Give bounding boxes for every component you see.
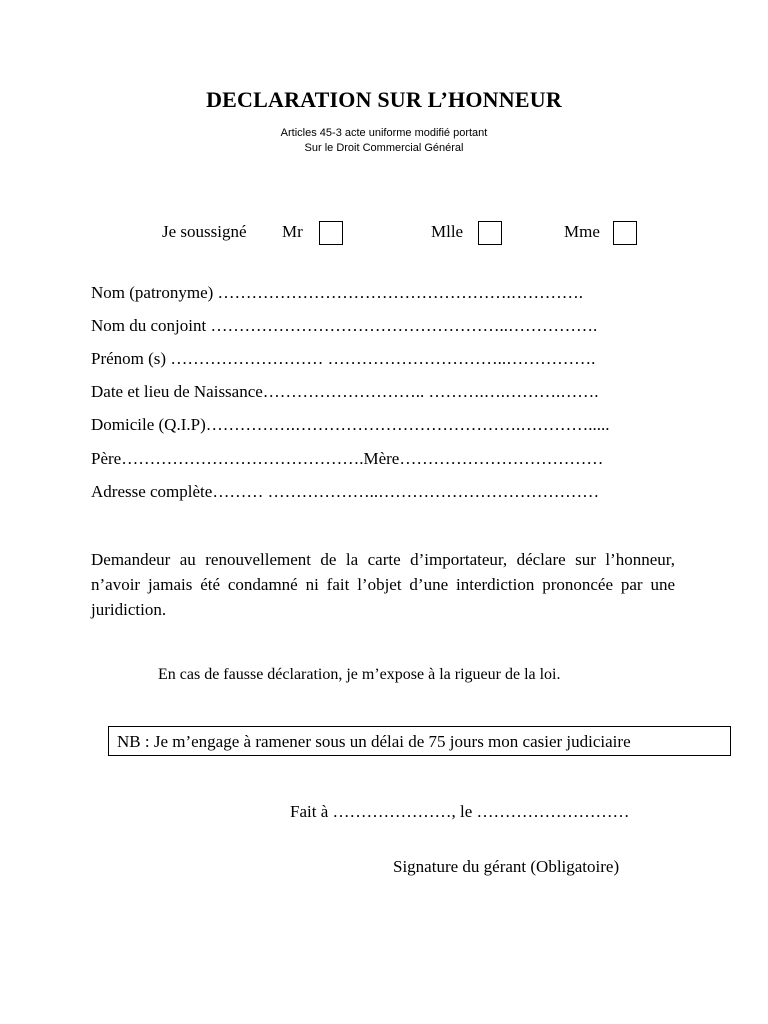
checkbox-mme[interactable] bbox=[613, 221, 637, 245]
civility-label-mme: Mme bbox=[564, 222, 600, 241]
civility-label-mlle: Mlle bbox=[431, 222, 464, 241]
nb-notice-text: NB : Je m’engage à ramener sous un délai de 75 jours mon casier judiciaire bbox=[117, 732, 631, 751]
field-domicile[interactable]: Domicile (Q.I.P)…………….………………………………….…………..... bbox=[91, 415, 610, 434]
checkbox-mlle[interactable] bbox=[478, 221, 502, 245]
document-subtitle-line1: Articles 45-3 acte uniforme modifié portant bbox=[280, 127, 488, 139]
civility-prefix: Je soussigné bbox=[162, 222, 247, 241]
signature-label: Signature du gérant (Obligatoire) bbox=[393, 857, 620, 876]
nb-notice-box bbox=[108, 726, 731, 756]
checkbox-mr[interactable] bbox=[319, 221, 343, 245]
document-subtitle-line2: Sur le Droit Commercial Général bbox=[304, 142, 464, 154]
declaration-paragraph: Demandeur au renouvellement de la carte d’importateur, déclare sur l’honneur, n’avoir jamais été condamné ni fait l’objet d’une interdiction prononcée par une juridiction. bbox=[91, 550, 675, 619]
field-pere-mere[interactable]: Père…………………………………….Mère……………………………… bbox=[91, 449, 604, 468]
field-adresse-complete[interactable]: Adresse complète……… ………………..………………………………… bbox=[91, 482, 600, 501]
field-nom-patronyme[interactable]: Nom (patronyme) …………………………………………….…………. bbox=[91, 283, 584, 302]
civility-label-mr: Mr bbox=[282, 222, 303, 241]
document-title: DECLARATION SUR L’HONNEUR bbox=[206, 87, 562, 112]
field-prenom[interactable]: Prénom (s) ……………………… …………………………..……………. bbox=[91, 349, 596, 368]
warning-text: En cas de fausse déclaration, je m’expose à la rigueur de la loi. bbox=[158, 666, 561, 683]
field-date-lieu-naissance[interactable]: Date et lieu de Naissance……………………….. ……….….……….……. bbox=[91, 382, 599, 401]
field-nom-conjoint[interactable]: Nom du conjoint ……………………………………………..……………. bbox=[91, 316, 598, 335]
fait-a-le-line[interactable]: Fait à …………………, le ……………………… bbox=[290, 802, 630, 821]
